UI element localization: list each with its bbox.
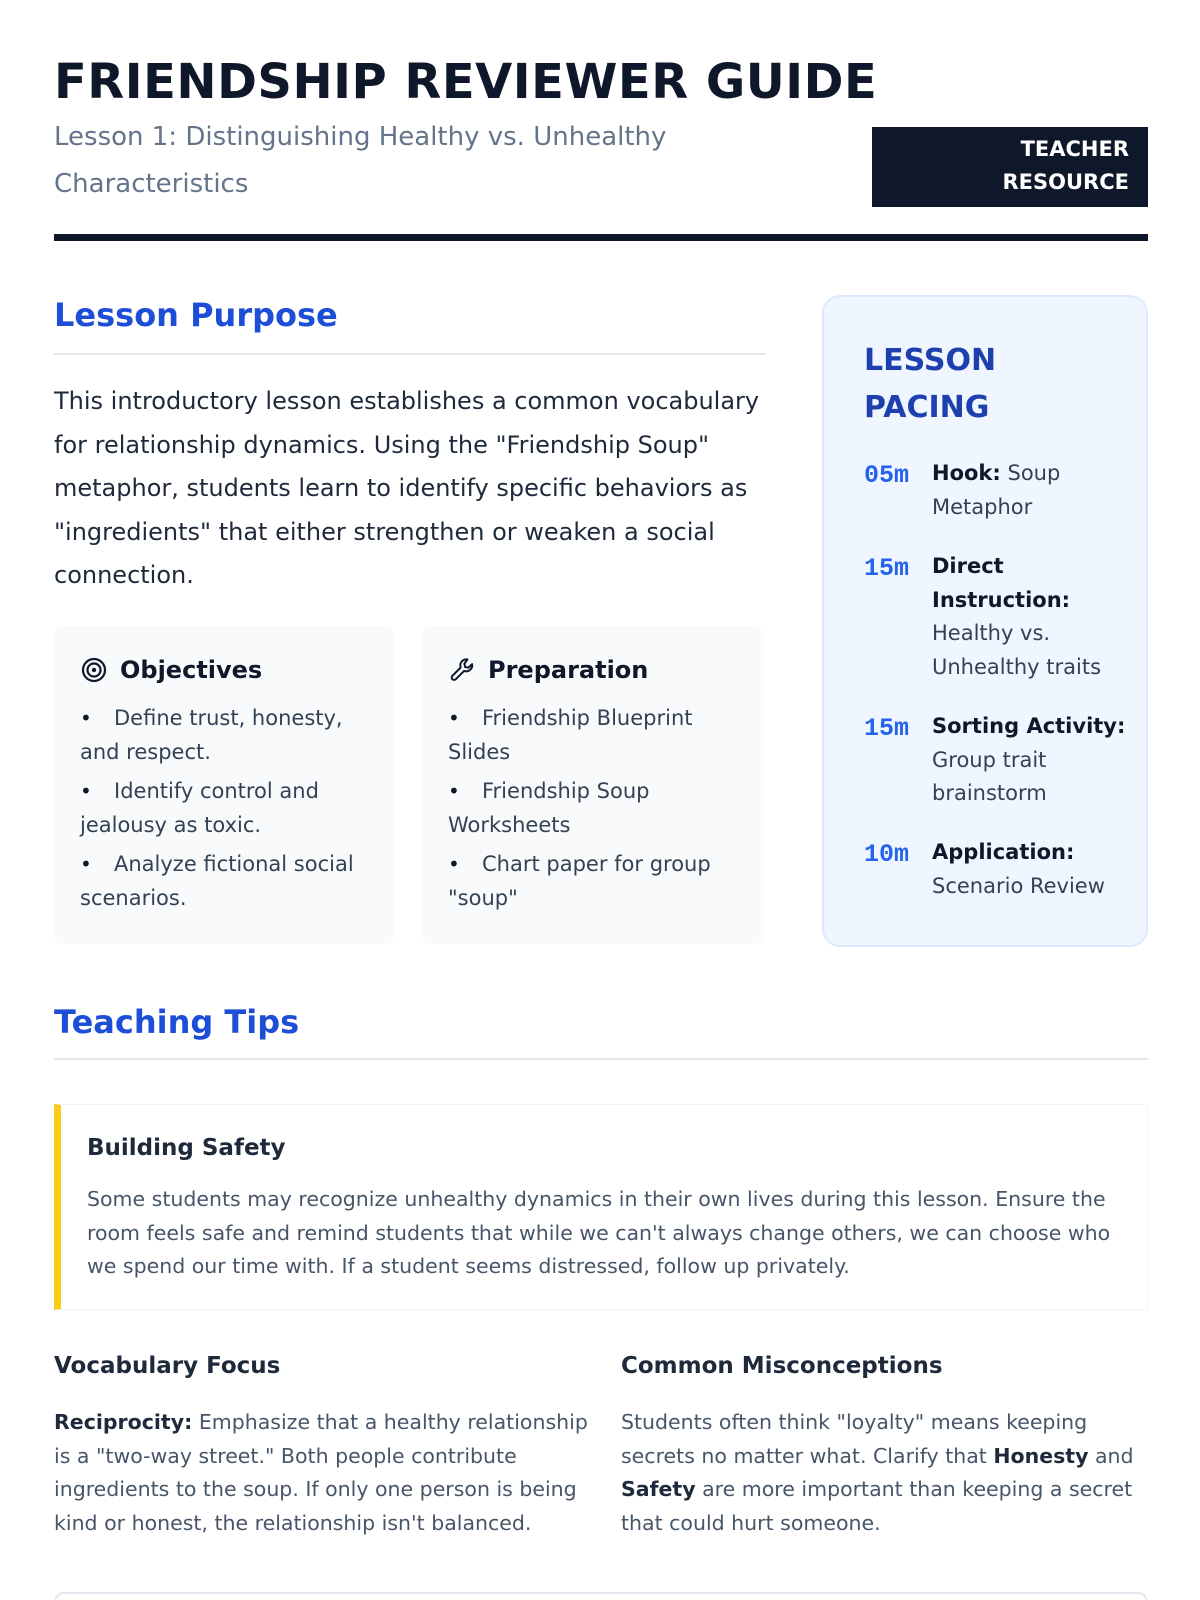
lesson-pacing-title: LESSON PACING: [864, 343, 997, 425]
preparation-item: • Chart paper for group "soup": [448, 848, 738, 915]
building-safety-callout: [54, 1104, 1148, 1310]
lesson-purpose-heading: Lesson Purpose: [54, 296, 338, 334]
teacher-resource-badge: [872, 127, 1148, 207]
wrench-icon: [448, 656, 476, 684]
preparation-list: [448, 702, 738, 921]
pacing-label: Hook:: [932, 461, 1001, 485]
common-misconceptions-title: Common Misconceptions: [621, 1353, 943, 1379]
preparation-card: [422, 626, 764, 944]
objective-item: • Identify control and jealousy as toxic.: [80, 775, 370, 842]
pacing-detail: Healthy vs. Unhealthy traits: [932, 621, 1102, 679]
objective-item: • Analyze fictional social scenarios.: [80, 848, 370, 915]
target-icon: [80, 656, 108, 684]
pacing-text: [932, 836, 1132, 903]
pacing-minutes: 10m: [864, 840, 910, 869]
pacing-label: Direct Instruction:: [932, 554, 1071, 612]
pacing-text: [932, 550, 1132, 684]
objectives-list: [80, 702, 370, 921]
misconception-text: are more important than keeping a secret that could hurt someone.: [621, 1477, 1133, 1535]
pacing-text: [932, 457, 1132, 524]
lesson-pacing-panel: [822, 295, 1148, 947]
pacing-text: [932, 710, 1132, 811]
vocabulary-term: Reciprocity:: [54, 1410, 193, 1434]
preparation-item: • Friendship Soup Worksheets: [448, 775, 738, 842]
page-title: FRIENDSHIP REVIEWER GUIDE: [54, 54, 878, 110]
pacing-minutes: 05m: [864, 461, 910, 490]
next-section-card-edge: [54, 1592, 1148, 1600]
pacing-minutes: 15m: [864, 554, 910, 583]
vocabulary-focus-text: [54, 1406, 594, 1540]
lesson-purpose-divider: [54, 353, 766, 355]
badge-line-1: TEACHER: [1020, 137, 1129, 161]
objectives-title: Objectives: [120, 656, 263, 684]
pacing-detail: Scenario Review: [932, 873, 1105, 898]
preparation-header: [448, 656, 648, 684]
teaching-tips-heading: Teaching Tips: [54, 1003, 300, 1041]
teaching-tips-divider: [54, 1058, 1148, 1060]
pacing-label: Application:: [932, 840, 1075, 864]
pacing-label: Sorting Activity:: [932, 714, 1126, 738]
building-safety-text: Some students may recognize unhealthy dynamics in their own lives during this lesson. Ensure the room feels safe and remind students that while we can't always change others, we can choose who we spend our time with. If a student seems distressed, follow up privately.: [87, 1187, 1111, 1278]
badge-line-2: RESOURCE: [1002, 170, 1129, 194]
misconception-term-safety: Safety: [621, 1477, 696, 1501]
building-safety-title: Building Safety: [87, 1135, 286, 1161]
pacing-minutes: 15m: [864, 714, 910, 743]
page-header: [54, 50, 1148, 242]
misconception-term-honesty: Honesty: [993, 1443, 1089, 1468]
pacing-detail: Soup Metaphor: [932, 461, 1061, 519]
header-divider: [54, 234, 1148, 241]
vocabulary-focus-title: Vocabulary Focus: [54, 1353, 281, 1379]
lesson-purpose-text: This introductory lesson establishes a common vocabulary for relationship dynamics. Using the "Friendship Soup" metaphor, students learn to identify specific behaviors as "ingredients" that either strengthen or weaken a social connection.: [54, 387, 760, 589]
misconception-text: Students often think "loyalty" means keeping secrets no matter what. Clarify that: [621, 1410, 1088, 1468]
objectives-header: [80, 656, 262, 684]
preparation-item: • Friendship Blueprint Slides: [448, 702, 738, 769]
page-subtitle: Lesson 1: Distinguishing Healthy vs. Unhealthy Characteristics: [54, 122, 667, 199]
vocabulary-description: Emphasize that a healthy relationship is a "two-way street." Both people contribute ingredients to the soup. If only one person is being kind or honest, the relationship isn't balanced.: [54, 1410, 588, 1535]
pacing-detail: Group trait brainstorm: [932, 747, 1047, 805]
misconception-text: and: [1095, 1443, 1134, 1468]
common-misconceptions-text: [621, 1406, 1141, 1540]
preparation-title: Preparation: [488, 656, 649, 684]
objective-item: • Define trust, honesty, and respect.: [80, 702, 370, 769]
objectives-card: [54, 626, 394, 944]
